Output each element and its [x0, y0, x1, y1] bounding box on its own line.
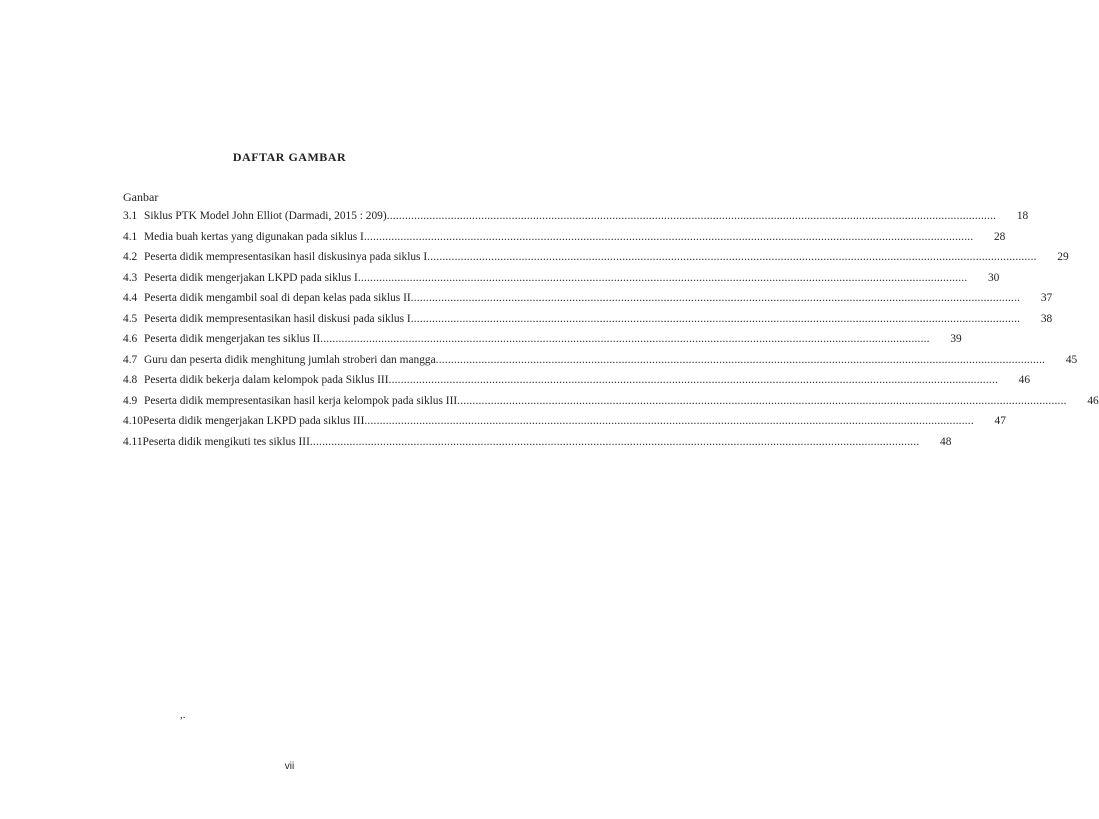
list-item — [123, 414, 1006, 435]
figure-caption: Peserta didik mengerjakan LKPD pada siklus III — [142, 415, 365, 427]
dot-leader: ........................................................................................................................................................................................................ — [320, 333, 930, 345]
figure-page: 46 — [1018, 374, 1031, 386]
list-item — [123, 250, 1069, 271]
figure-page: 46 — [1087, 394, 1099, 407]
list-item — [123, 312, 1053, 333]
stray-mark: ,. — [180, 709, 186, 721]
figure-number: 4.5 — [123, 312, 138, 325]
figure-page: 47 — [994, 415, 1006, 427]
figure-caption: Peserta didik mengerjakan LKPD pada siklus I — [144, 271, 358, 284]
figure-number: 4.11 — [123, 435, 143, 448]
dot-leader: ........................................................................................................................................................................................................ — [386, 210, 997, 222]
figure-page: 38 — [1040, 312, 1053, 325]
figure-caption: Peserta didik mempresentasikan hasil kerja kelompok pada siklus III — [144, 394, 458, 407]
dot-leader: ........................................................................................................................................................................................................ — [427, 251, 1037, 263]
figure-page: 29 — [1057, 251, 1069, 263]
list-item — [123, 209, 1029, 230]
figure-page: 45 — [1065, 353, 1078, 366]
figure-caption: Media buah kertas yang digunakan pada siklus I — [144, 230, 364, 243]
dot-leader: ........................................................................................................................................................................................................ — [410, 312, 1021, 325]
dot-leader: ........................................................................................................................................................................................................ — [410, 292, 1021, 304]
figure-number: 4.4 — [123, 292, 138, 304]
figure-caption: Peserta didik mengambil soal di depan kelas pada siklus II — [144, 292, 411, 304]
figure-caption: Peserta didik mengerjakan tes siklus II — [144, 333, 321, 345]
list-item — [123, 271, 1000, 292]
figure-number: 4.9 — [123, 394, 138, 407]
list-label: Ganbar — [123, 190, 159, 204]
figure-page: 48 — [940, 435, 952, 448]
list-item — [123, 435, 952, 456]
list-item — [123, 394, 1099, 415]
list-item — [123, 353, 1078, 374]
figure-page: 39 — [950, 333, 962, 345]
list-item — [123, 332, 962, 353]
figure-page: 18 — [1016, 210, 1029, 222]
figure-number: 4.6 — [123, 333, 138, 345]
figure-caption: Peserta didik mempresentasikan hasil diskusinya pada siklus I — [144, 251, 428, 263]
figure-caption: Peserta didik bekerja dalam kelompok pada Siklus III — [144, 374, 389, 386]
figure-caption: Siklus PTK Model John Elliot (Darmadi, 2015 : 209) — [144, 210, 387, 222]
figure-caption: Peserta didik mempresentasikan hasil diskusi pada siklus I — [144, 312, 411, 325]
figure-number: 4.7 — [123, 353, 138, 366]
figure-number: 4.3 — [123, 271, 138, 284]
dot-leader: ........................................................................................................................................................................................................ — [388, 374, 999, 386]
figure-number: 3.1 — [123, 210, 138, 222]
dot-leader: ........................................................................................................................................................................................................ — [435, 353, 1046, 366]
list-item — [123, 291, 1053, 312]
figure-page: 30 — [987, 271, 1000, 284]
figure-number: 4.10 — [123, 415, 143, 427]
dot-leader: ........................................................................................................................................................................................................ — [364, 415, 974, 427]
page-number: vii — [284, 761, 295, 772]
list-item — [123, 230, 1006, 251]
dot-leader: ........................................................................................................................................................................................................ — [357, 271, 968, 284]
figure-number: 4.2 — [123, 251, 138, 263]
figure-caption: Guru dan peserta didik menghitung jumlah stroberi dan mangga — [144, 353, 436, 366]
dot-leader: ........................................................................................................................................................................................................ — [457, 394, 1067, 407]
figure-caption: Peserta didik mengikuti tes siklus III — [142, 435, 310, 448]
dot-leader: ........................................................................................................................................................................................................ — [363, 230, 974, 243]
figure-page: 37 — [1040, 292, 1053, 304]
figure-number: 4.8 — [123, 374, 138, 386]
figure-list — [123, 209, 1099, 455]
figure-number: 4.1 — [123, 230, 138, 243]
figure-page: 28 — [993, 230, 1006, 243]
list-item — [123, 373, 1031, 394]
page-title: DAFTAR GAMBAR — [232, 150, 347, 164]
dot-leader: ........................................................................................................................................................................................................ — [309, 435, 920, 448]
